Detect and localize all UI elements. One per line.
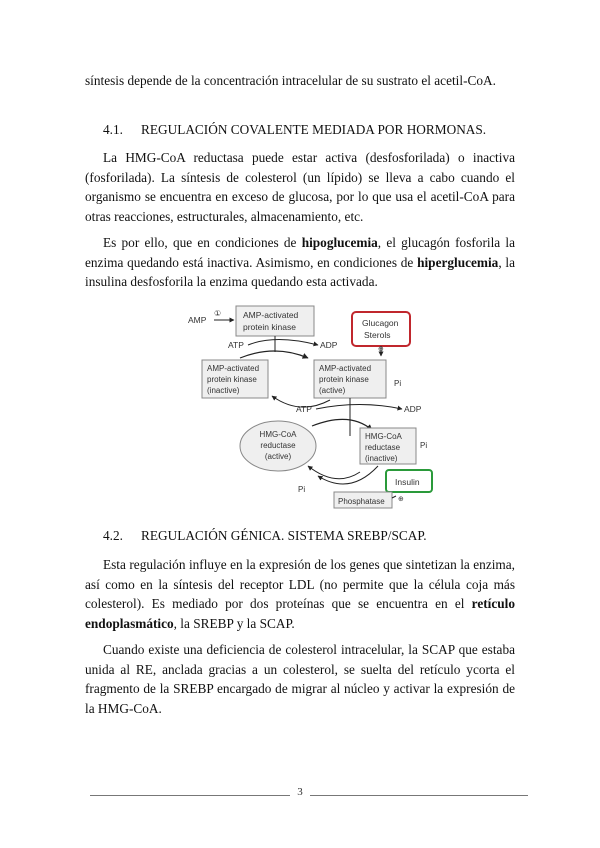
term-hiperglucemia: hiperglucemia (417, 254, 499, 270)
term-hipoglucemia: hipoglucemia (301, 235, 378, 250)
pi-right-label: Pi (420, 441, 428, 450)
atp-mid-label: ATP (296, 404, 312, 414)
section-4-2-title: REGULACIÓN GÉNICA. SISTEMA SREBP/SCAP. (141, 528, 427, 543)
kinase-active-line-1: AMP-activated (319, 364, 372, 373)
kinase-inactive-line-1: AMP-activated (207, 364, 260, 373)
insulin-label: Insulin (395, 477, 420, 487)
hmg-active-line-3: (active) (264, 452, 292, 461)
hmg-active-line-1: HMG-CoA (259, 430, 297, 439)
s42-p1-text-c: , la SREBP y la SCAP. (173, 615, 295, 631)
section-4-1-title: REGULACIÓN COVALENTE MEDIADA POR HORMONAS. (141, 122, 487, 137)
page-number: 3 (290, 786, 310, 798)
kinase-inactive-line-3: (inactive) (207, 386, 240, 395)
step-1-marker: ① (214, 309, 222, 318)
glucagon-marker: ⊕ (378, 346, 384, 353)
section-4-1-paragraph-2 (85, 233, 515, 292)
regulation-diagram (180, 296, 448, 516)
insulin-marker: ⊕ (398, 496, 404, 503)
s42-p1-text-a: Esta regulación influye en la expresión de los genes que sintetizan la enzima, así como en la síntesis del receptor LDL (no permite que la célula coja más colesterol). Es mediado por dos proteínas que se encuentra en el (85, 557, 515, 611)
p2-text-e: , la insulina desfosforila la enzima quedando esta activada. (85, 254, 516, 289)
intro-paragraph: síntesis depende de la concentración intracelular de su sustrato el acetil-CoA. (85, 73, 496, 88)
section-4-2-number: 4.2. (103, 528, 123, 543)
hmg-inactive-line-3: (inactive) (365, 454, 398, 463)
adp-mid-label: ADP (404, 404, 422, 414)
regulation-diagram-svg (180, 296, 448, 516)
kinase-active-line-3: (active) (319, 386, 346, 395)
hmg-inactive-line-2: reductase (365, 443, 401, 452)
hmg-active-line-2: reductase (260, 441, 296, 450)
section-4-1-number: 4.1. (103, 122, 123, 137)
adp-top-label: ADP (320, 340, 338, 350)
pi-mid-label: Pi (394, 379, 402, 388)
p2-text-c: , el glucagón fosforila la enzima quedando está inactiva. Asimismo, en condiciones de (85, 235, 515, 270)
sterols-label: Sterols (364, 330, 391, 340)
hmg-inactive-line-1: HMG-CoA (365, 432, 402, 441)
phosphatase-label: Phosphatase (338, 497, 385, 506)
kinase-kinase-line-1: AMP-activated (243, 310, 299, 320)
term-reticulo-endoplasmatico: retículo endoplasmático (85, 596, 515, 631)
kinase-inactive-line-2: protein kinase (207, 375, 257, 384)
glucagon-label: Glucagon (362, 318, 399, 328)
kinase-active-line-2: protein kinase (319, 375, 369, 384)
atp-top-label: ATP (228, 340, 244, 350)
pi-bottom-label: Pi (298, 485, 306, 494)
section-4-1-paragraph-1: La HMG-CoA reductasa puede estar activa (desfosforilada) o inactiva (fosforilada). La síntesis de colesterol (un lípido) se lleva a cabo cuando el organismo se encuentra en exceso de glucosa, por lo que usa el acetil-CoA para otras reacciones, estructurales, almacenamiento, etc. (85, 150, 515, 224)
section-4-2-paragraph-2: Cuando existe una deficiencia de colesterol intracelular, la SCAP que estaba unida al RE, anclada gracias a un colesterol, se suelta del retículo ycorta el fragmento de la SREBP encargado de migrar al núcleo y activar la expresión de la HMG-CoA. (85, 642, 515, 716)
p2-text-a: Es por ello, que en condiciones de (103, 235, 302, 250)
section-4-1-heading (103, 120, 486, 139)
section-4-2-heading (103, 526, 427, 545)
amp-label: AMP (188, 315, 207, 325)
section-4-2-paragraph-1 (85, 555, 515, 633)
kinase-kinase-line-2: protein kinase (243, 322, 296, 332)
